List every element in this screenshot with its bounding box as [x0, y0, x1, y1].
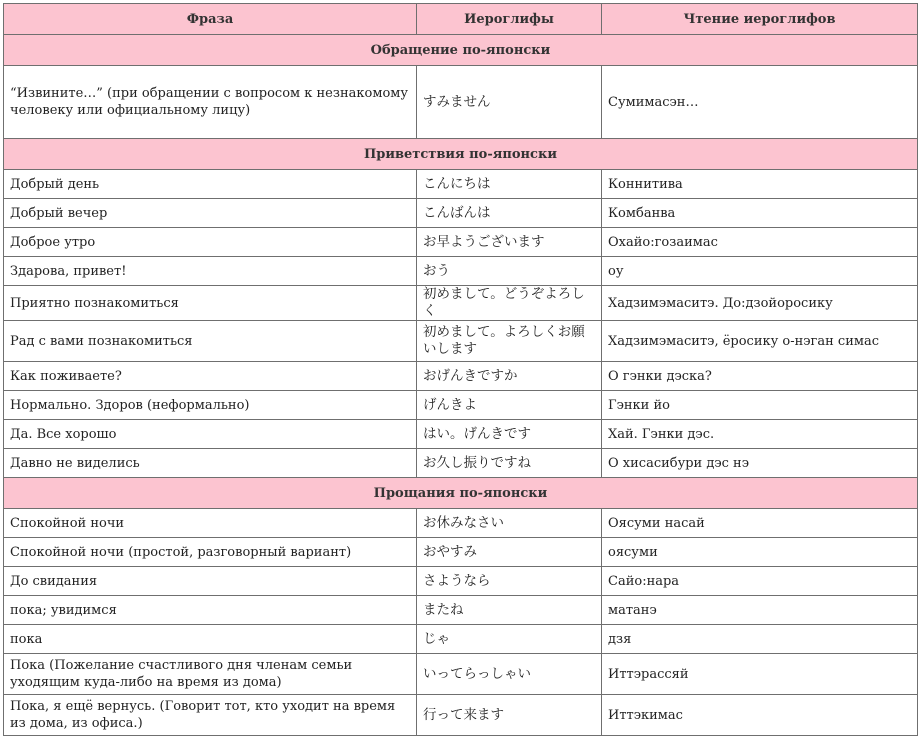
kanji-cell: すみません [417, 66, 602, 139]
phrase-cell: “Извините…” (при обращении с вопросом к незнакомому человеку или официальному лицу) [4, 66, 417, 139]
phrase-cell: До свидания [4, 567, 417, 596]
section-title-greetings: Приветствия по-японски [4, 139, 918, 170]
column-header-kanji: Иероглифы [417, 4, 602, 35]
phrase-cell: Нормально. Здоров (неформально) [4, 391, 417, 420]
phrase-cell: Добрый вечер [4, 199, 417, 228]
reading-cell: Хадзимэмаситэ, ёросику о-нэган симас [602, 321, 918, 362]
kanji-cell: こんにちは [417, 170, 602, 199]
kanji-cell: じゃ [417, 625, 602, 654]
kanji-cell: さようなら [417, 567, 602, 596]
section-header-row [4, 139, 918, 170]
phrase-table [3, 3, 918, 736]
table-row [4, 228, 918, 257]
table-row [4, 538, 918, 567]
kanji-cell: いってらっしゃい [417, 654, 602, 695]
phrase-cell: Рад с вами познакомиться [4, 321, 417, 362]
kanji-cell: おやすみ [417, 538, 602, 567]
phrase-cell: Приятно познакомиться [4, 286, 417, 321]
column-header-phrase: Фраза [4, 4, 417, 35]
reading-cell: Гэнки йо [602, 391, 918, 420]
phrase-cell: Пока (Пожелание счастливого дня членам семьи уходящим куда-либо на время из дома) [4, 654, 417, 695]
kanji-cell: こんばんは [417, 199, 602, 228]
section-header-row [4, 478, 918, 509]
phrase-cell: пока; увидимся [4, 596, 417, 625]
phrase-cell: Здарова, привет! [4, 257, 417, 286]
table-row [4, 286, 918, 321]
phrase-cell: Пока, я ещё вернусь. (Говорит тот, кто уходит на время из дома, из офиса.) [4, 695, 417, 736]
table-row [4, 596, 918, 625]
table-row [4, 625, 918, 654]
reading-cell: Комбанва [602, 199, 918, 228]
table-row [4, 509, 918, 538]
reading-cell: О хисасибури дэс нэ [602, 449, 918, 478]
kanji-cell: おげんきですか [417, 362, 602, 391]
table-row [4, 199, 918, 228]
reading-cell: Оясуми насай [602, 509, 918, 538]
table-row [4, 420, 918, 449]
table-row [4, 391, 918, 420]
reading-cell: дзя [602, 625, 918, 654]
table-row [4, 170, 918, 199]
kanji-cell: げんきよ [417, 391, 602, 420]
section-header-row [4, 35, 918, 66]
reading-cell: Хадзимэмаситэ. До:дзойоросику [602, 286, 918, 321]
phrase-cell: Да. Все хорошо [4, 420, 417, 449]
phrase-cell: Доброе утро [4, 228, 417, 257]
kanji-cell: 行って来ます [417, 695, 602, 736]
section-title-address: Обращение по-японски [4, 35, 918, 66]
reading-cell: матанэ [602, 596, 918, 625]
kanji-cell: お休みなさい [417, 509, 602, 538]
table-row [4, 362, 918, 391]
header-row [4, 4, 918, 35]
table-row [4, 449, 918, 478]
reading-cell: О гэнки дэска? [602, 362, 918, 391]
reading-cell: оясуми [602, 538, 918, 567]
reading-cell: Сайо:нара [602, 567, 918, 596]
phrase-cell: Давно не виделись [4, 449, 417, 478]
reading-cell: Иттэкимас [602, 695, 918, 736]
reading-cell: Иттэрассяй [602, 654, 918, 695]
table-row [4, 654, 918, 695]
reading-cell: оу [602, 257, 918, 286]
kanji-cell: 初めまして。よろしくお願いします [417, 321, 602, 362]
reading-cell: Сумимасэн… [602, 66, 918, 139]
table-row [4, 567, 918, 596]
kanji-cell: おう [417, 257, 602, 286]
phrase-cell: пока [4, 625, 417, 654]
section-title-farewells: Прощания по-японски [4, 478, 918, 509]
reading-cell: Хай. Гэнки дэс. [602, 420, 918, 449]
kanji-cell: お久し振りですね [417, 449, 602, 478]
table-row [4, 695, 918, 736]
phrase-cell: Добрый день [4, 170, 417, 199]
table-row [4, 66, 918, 139]
reading-cell: Коннитива [602, 170, 918, 199]
table-row [4, 257, 918, 286]
kanji-cell: 初めまして。どうぞよろしく [417, 286, 602, 321]
kanji-cell: またね [417, 596, 602, 625]
phrase-cell: Спокойной ночи [4, 509, 417, 538]
kanji-cell: はい。げんきです [417, 420, 602, 449]
table-row [4, 321, 918, 362]
kanji-cell: お早ようございます [417, 228, 602, 257]
reading-cell: Охайо:гозаимас [602, 228, 918, 257]
phrase-cell: Спокойной ночи (простой, разговорный вариант) [4, 538, 417, 567]
phrase-cell: Как поживаете? [4, 362, 417, 391]
column-header-reading: Чтение иероглифов [602, 4, 918, 35]
